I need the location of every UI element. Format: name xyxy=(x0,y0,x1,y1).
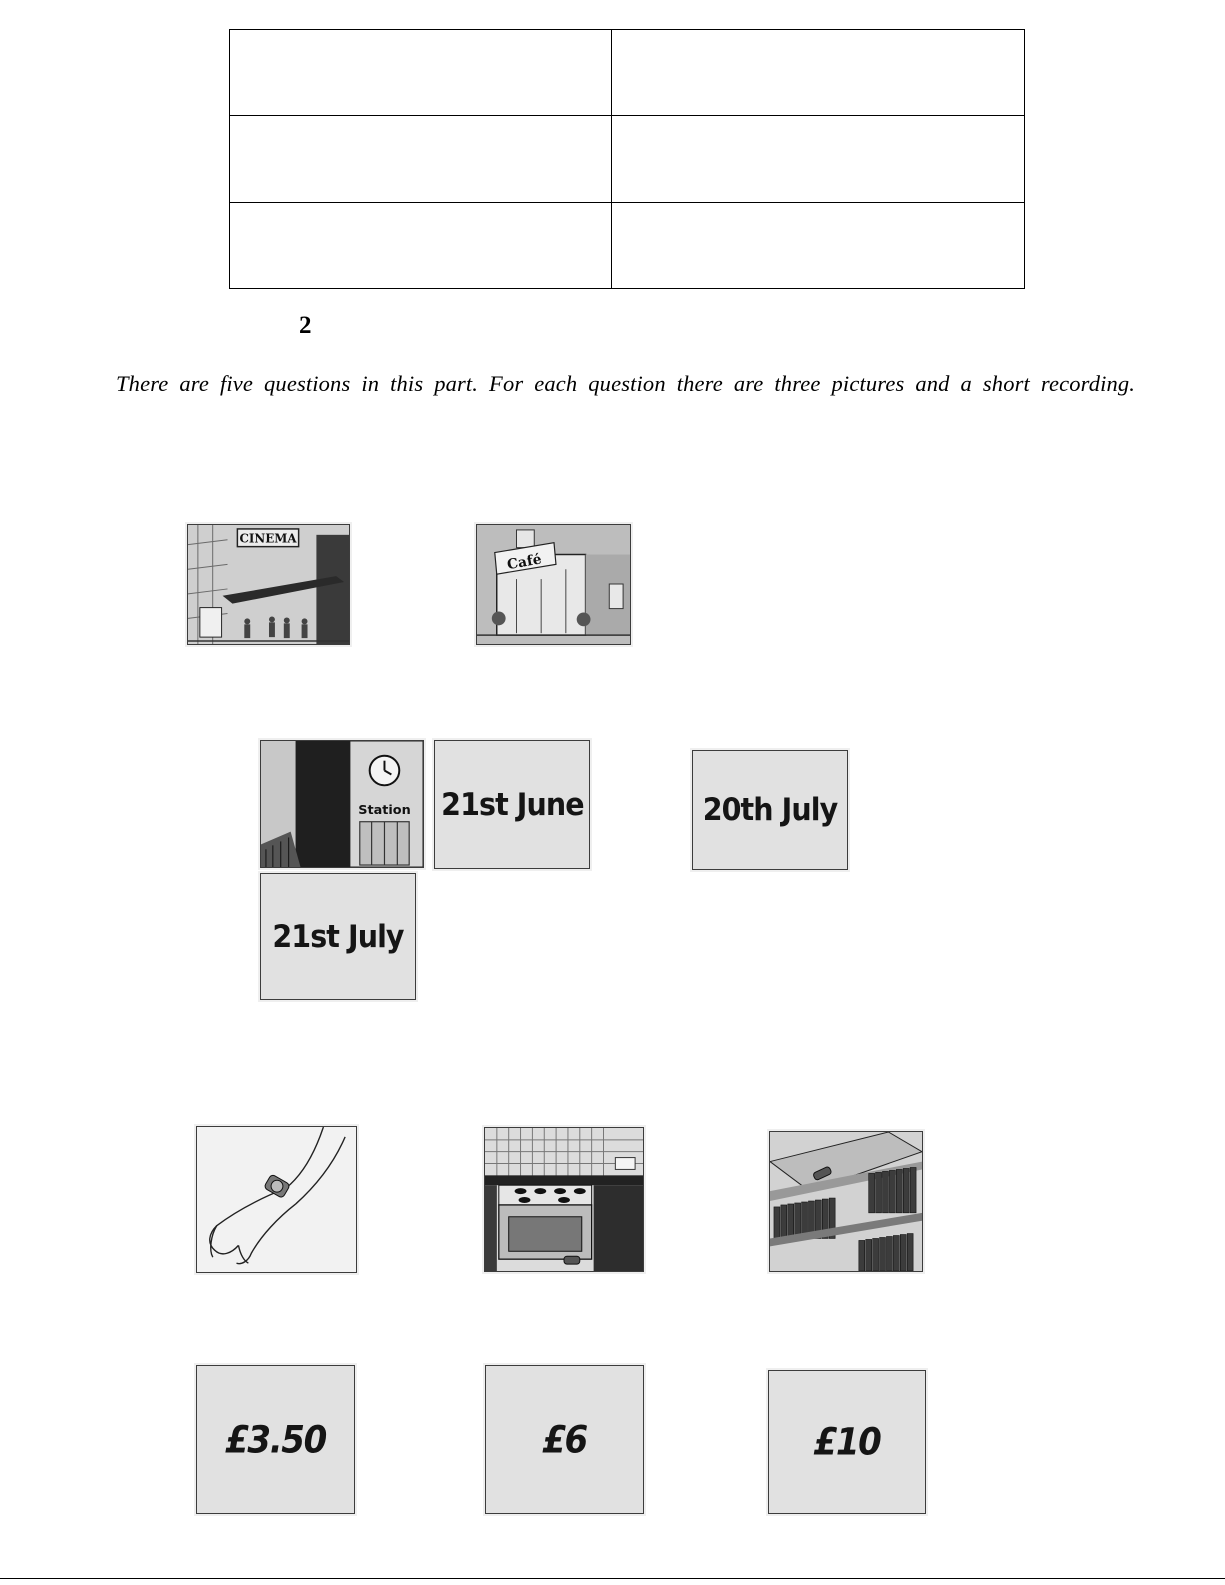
bookshelf-picture xyxy=(769,1131,923,1272)
date-card xyxy=(260,873,416,1000)
table-cell xyxy=(230,202,612,288)
price-label: £6 xyxy=(542,1418,587,1461)
date-label: 21st July xyxy=(272,918,404,955)
svg-text:CINEMA: CINEMA xyxy=(239,531,297,546)
table-cell xyxy=(612,116,1025,202)
table-cell xyxy=(612,30,1025,116)
table-row xyxy=(230,202,1025,288)
date-card xyxy=(692,750,848,870)
table-cell xyxy=(612,202,1025,288)
price-label: £10 xyxy=(813,1420,881,1464)
price-label: £3.50 xyxy=(225,1418,326,1461)
answer-table xyxy=(229,29,1025,289)
price-card xyxy=(196,1365,355,1514)
bottom-rule xyxy=(0,1578,1225,1579)
kitchen-illustration xyxy=(485,1128,643,1271)
station-illustration xyxy=(261,741,423,867)
kitchen-picture xyxy=(484,1127,644,1272)
part-number: 2 xyxy=(299,312,312,339)
price-card xyxy=(768,1370,926,1514)
table-row xyxy=(230,116,1025,202)
table-cell xyxy=(230,30,612,116)
bookshelf-illustration xyxy=(770,1132,922,1271)
cinema-picture xyxy=(187,524,350,645)
price-card xyxy=(485,1365,644,1514)
table-cell xyxy=(230,116,612,202)
cafe-picture xyxy=(476,524,631,645)
instructions-text: There are five questions in this part. For each question there are three pictures and a short recording. xyxy=(116,371,1136,396)
svg-text:Café: Café xyxy=(505,551,543,574)
cafe-illustration xyxy=(477,525,630,644)
date-label: 20th July xyxy=(702,792,838,828)
date-card xyxy=(434,740,590,869)
cinema-illustration xyxy=(188,525,349,644)
watch-illustration xyxy=(197,1127,356,1272)
station-picture xyxy=(260,740,424,868)
watch-picture xyxy=(196,1126,357,1273)
table-row xyxy=(230,30,1025,116)
date-label: 21st June xyxy=(441,786,584,823)
svg-text:Station: Station xyxy=(358,802,411,818)
